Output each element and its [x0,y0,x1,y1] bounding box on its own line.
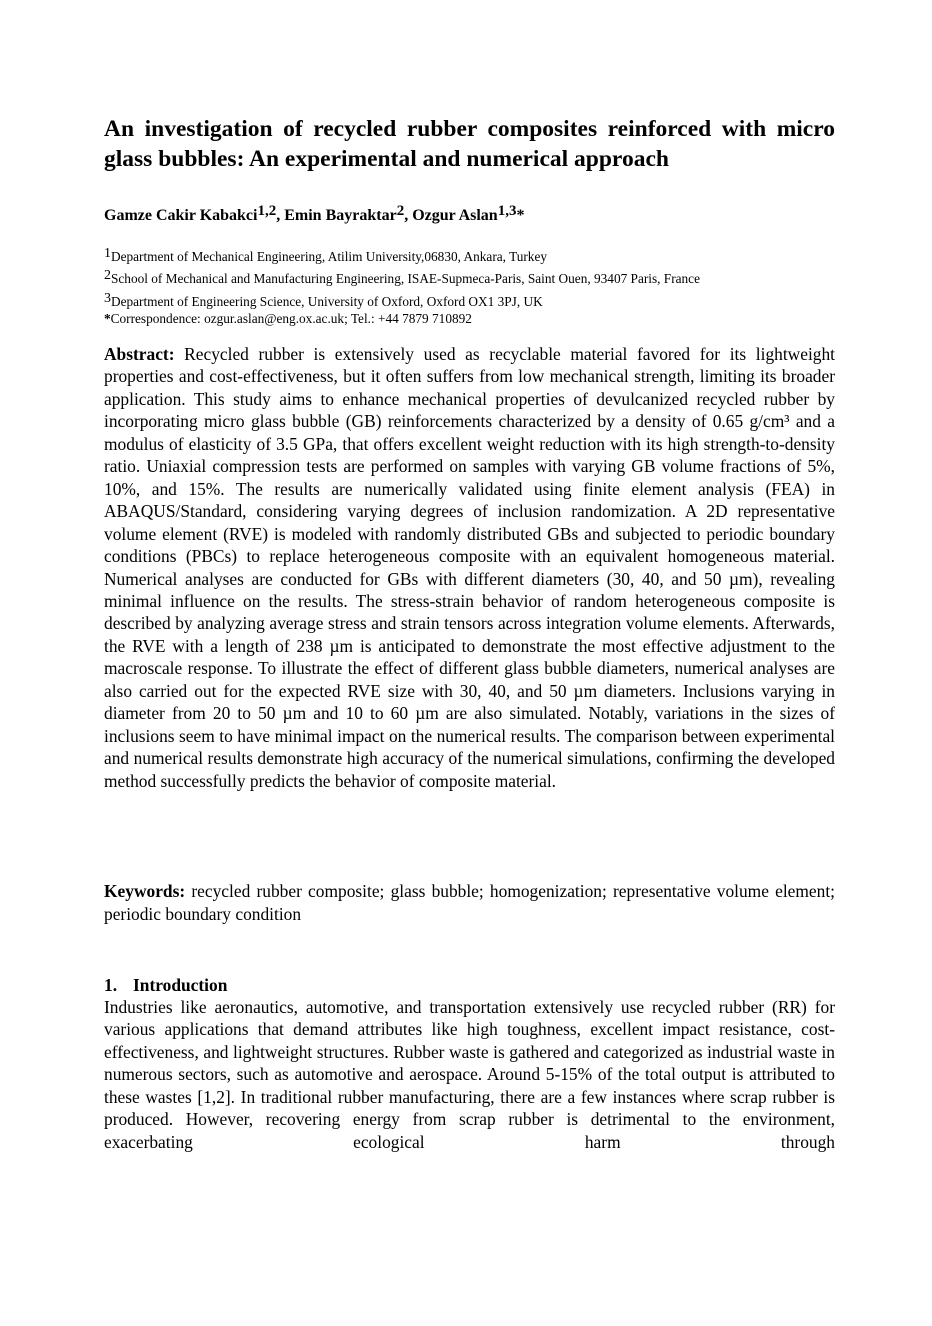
keywords-text: recycled rubber composite; glass bubble; homogenization; representative volume element; periodic boundary condition [104,881,835,924]
author-affiliation-marker: 1,2 [257,203,277,219]
affiliation-text: Department of Mechanical Engineering, Atilim University,06830, Ankara, Turkey [111,249,547,264]
author-separator: , [276,207,285,224]
author-affiliation-marker: 2 [396,203,405,219]
section-heading [104,974,835,997]
correspondence [104,311,835,327]
section-title: Introduction [133,975,228,995]
abstract-label: Abstract: [104,344,175,364]
corresponding-author-star: * [516,207,525,224]
abstract [104,343,835,792]
correspondence-text: Correspondence: ozgur.aslan@eng.ox.ac.uk; Tel.: +44 7879 710892 [110,310,472,326]
affiliation [104,268,835,290]
author-name: Ozgur Aslan [412,207,498,224]
affiliation-list [104,246,835,327]
affiliation-text: Department of Engineering Science, University of Oxford, Oxford OX1 3PJ, UK [111,293,543,309]
affiliation [104,291,835,313]
correspondence-star: * [104,310,111,326]
affiliation-marker: 1 [104,246,111,261]
affiliation-text: School of Mechanical and Manufacturing Engineering, ISAE-Supmeca-Paris, Saint Ouen, 93407 Paris, France [111,271,700,287]
section-number: 1. [104,975,118,995]
author-name: Emin Bayraktar [284,207,397,224]
affiliation [104,246,835,268]
author-separator: , [404,207,413,224]
introduction-text: Industries like aeronautics, automotive, and transportation extensively use recycled rubber (RR) for various applications that demand attributes like high toughness, excellent impact resistance, cost-effectiveness, and lightweight structures. Rubber waste is gathered and categorized as industrial waste in numerous sectors, such as automotive and aerospace. Around 5-15% of the total output is attributed to these wastes [1,2]. In traditional rubber manufacturing, there are a few instances where scrap rubber is produced. However, recovering energy from scrap rubber is detrimental to the environment, exacerbating ecological harm through [104,997,835,1152]
author-affiliation-marker: 1,3 [497,203,517,219]
paper-title: An investigation of recycled rubber composites reinforced with micro glass bubbles: An experimental and numerical approach [104,116,835,172]
affiliation-marker: 2 [104,268,111,284]
author-list [104,203,835,225]
keywords-label: Keywords: [104,881,186,901]
affiliation-marker: 3 [104,290,111,306]
keywords [104,880,835,925]
author-name: Gamze Cakir Kabakci [104,207,258,224]
abstract-text: Recycled rubber is extensively used as recyclable material favored for its lightweight properties and cost-effectiveness, but it often suffers from low mechanical strength, limiting its broader application. This study aims to enhance mechanical properties of devulcanized recycled rubber by incorporating micro glass bubble (GB) reinforcements characterized by a density of 0.65 g/cm³ and a modulus of elasticity of 3.5 GPa, that offers excellent weight reduction with its high strength-to-density ratio. Uniaxial compression tests are performed on samples with varying GB volume fractions of 5%, 10%, and 15%. The results are numerically validated using finite element analysis (FEA) in ABAQUS/Standard, considering varying degrees of inclusion randomization. A 2D representative volume element (RVE) is modeled with randomly distributed GBs and subjected to periodic boundary conditions (PBCs) to replace heterogeneous composite with an equivalent homogeneous material. Numerical analyses are conducted for GBs with different diameters (30, 40, and 50 µm), revealing minimal influence on the results. The stress-strain behavior of random heterogeneous composite is described by analyzing average stress and strain tensors across integration volume elements. Afterwards, the RVE with a length of 238 µm is anticipated to demonstrate the most effective adjustment to the macroscale response. To illustrate the effect of different glass bubble diameters, numerical analyses are also carried out for the expected RVE size with 30, 40, and 50 µm diameters. Inclusions varying in diameter from 20 to 50 µm and 10 to 60 µm are also simulated. Notably, variations in the sizes of inclusions seem to have minimal impact on the numerical results. The comparison between experimental and numerical results demonstrate high accuracy of the numerical simulations, confirming the developed method successfully predicts the behavior of composite material. [104,344,835,791]
